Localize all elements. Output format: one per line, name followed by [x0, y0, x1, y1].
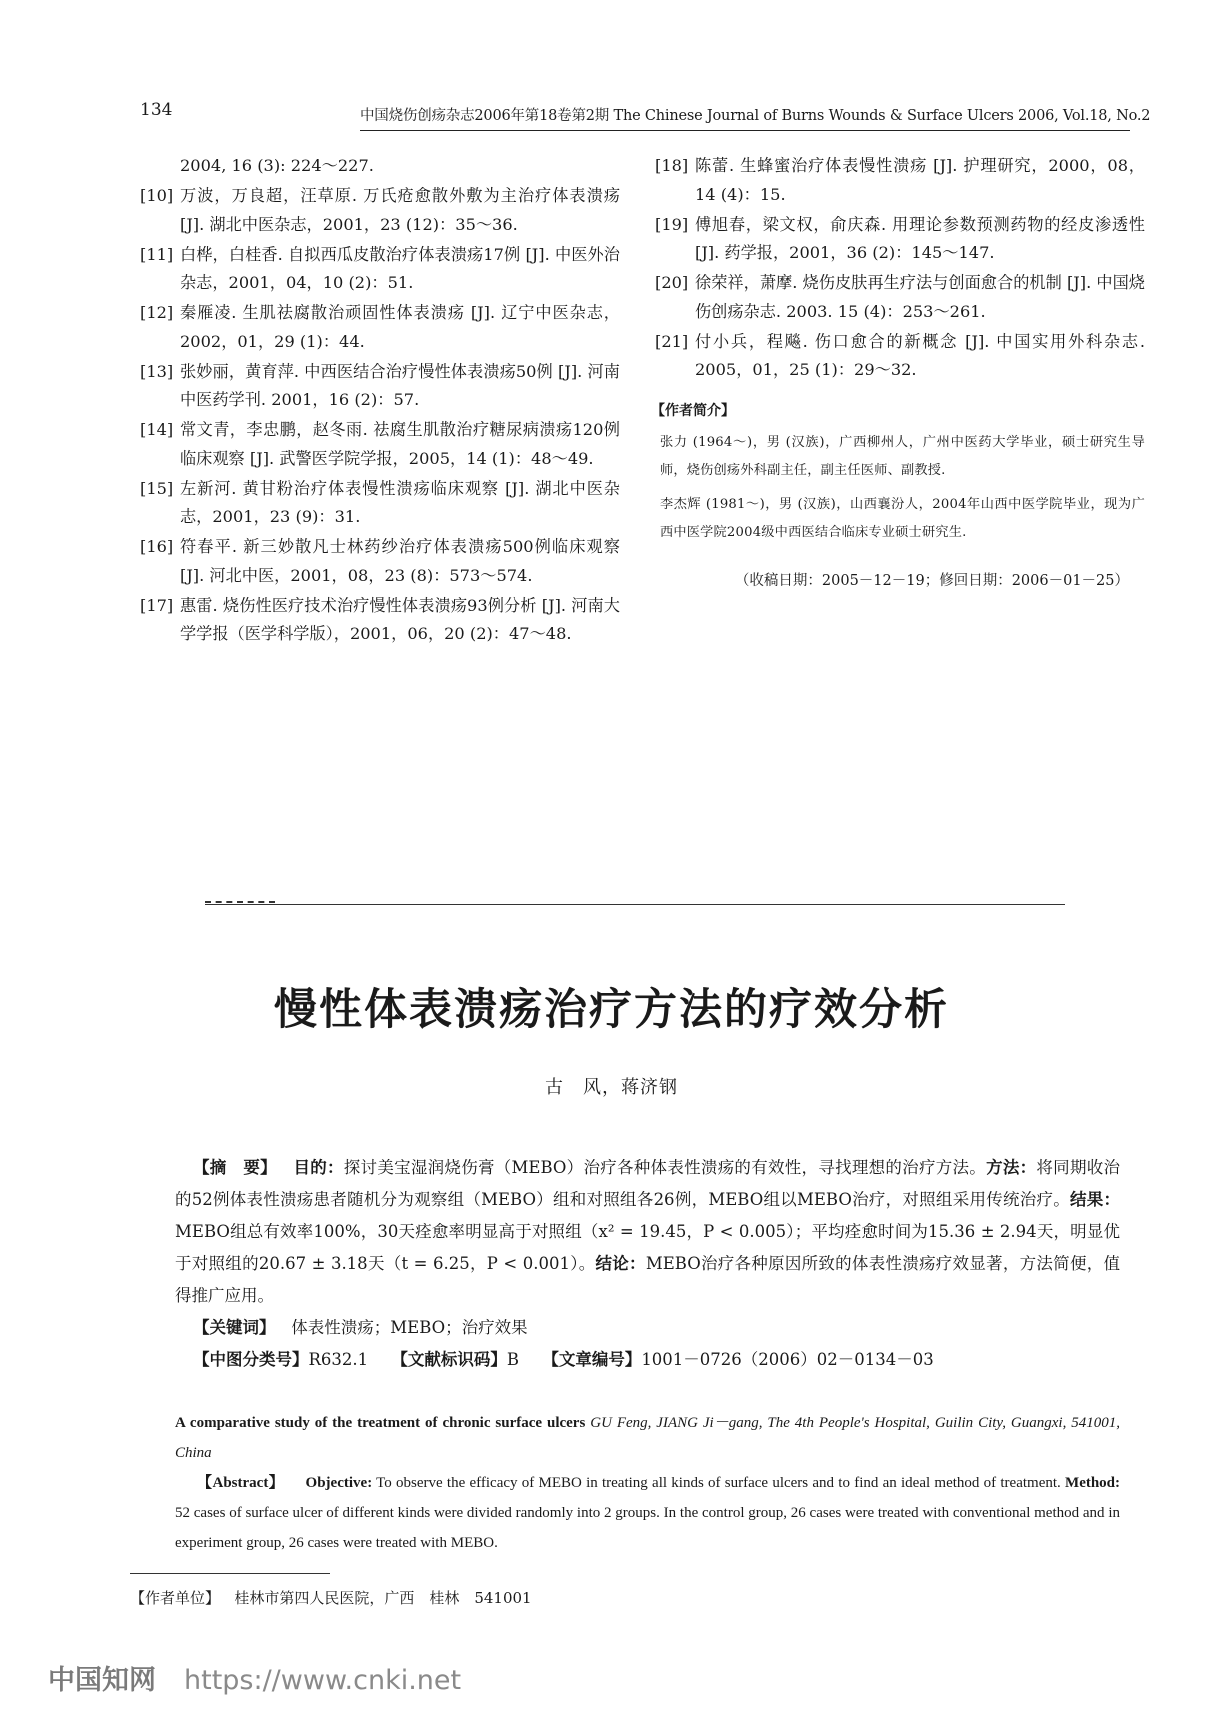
footnote-text: 桂林市第四人民医院，广西 桂林 541001 [234, 1589, 532, 1607]
objective-text: 探讨美宝湿润烧伤膏（MEBO）治疗各种体表性溃疡的有效性，寻找理想的治疗方法。 [343, 1158, 987, 1177]
english-title: A comparative study of the treatment of chronic surface ulcers [175, 1415, 586, 1431]
reference-item: 2004, 16 (3): 224～227. [180, 156, 374, 175]
english-title-line [175, 1408, 1120, 1468]
article-title: 慢性体表溃疡治疗方法的疗效分析 [274, 985, 949, 1035]
reference-item: [16] 符春平. 新三妙散凡士林药纱治疗体表溃疡500例临床观察 [J]. 河北中医，2001，08，23 (8)：573～574. [140, 537, 620, 585]
doc-code-value: B [506, 1350, 520, 1369]
keywords-line [175, 1312, 1120, 1344]
doc-code-label: 【文献标识码】 [391, 1350, 507, 1369]
english-method-text: 52 cases of surface ulcer of different kinds were divided randomly into 2 groups. In the control group, 26 cases were treated with conventional method and in experiment group, 26 cases were treated with MEBO. [175, 1505, 1120, 1551]
footnote-rule [130, 1573, 330, 1574]
english-abstract-label: 【Abstract】 [197, 1475, 285, 1491]
author-bio: 张力 (1964～)，男 (汉族)，广西柳州人，广州中医药大学毕业，硕士研究生导师，烧伤创疡外科副主任，副主任医师、副教授. [660, 435, 1145, 478]
references-left-column [140, 152, 620, 650]
references-right-column [651, 152, 1145, 596]
header-rule [360, 130, 1130, 131]
objective-label: 目的： [293, 1158, 344, 1177]
footnote-label: 【作者单位】 [130, 1589, 221, 1607]
reference-item: [12] 秦雁凌. 生肌祛腐散治顽固性体表溃疡 [J]. 辽宁中医杂志，2002，01，29 (1)：44. [140, 303, 620, 351]
reference-item: [21] 付小兵，程飚. 伤口愈合的新概念 [J]. 中国实用外科杂志. 2005，01，25 (1)：29～32. [655, 331, 1145, 379]
conclusion-label: 结论： [595, 1254, 646, 1273]
article-no-value: 1001－0726（2006）02－0134－03 [641, 1350, 934, 1369]
reference-item: [17] 惠雷. 烧伤性医疗技术治疗慢性体表溃疡93例分析 [J]. 河南大学学报（医学科学版），2001，06，20 (2)：47～48. [140, 595, 620, 643]
article-authors: 古 风，蒋济钢 [545, 1077, 678, 1098]
method-label: 方法： [986, 1158, 1037, 1177]
english-abstract [175, 1408, 1120, 1558]
reference-item: [14] 常文青，李忠鹏，赵冬雨. 祛腐生肌散治疗糖尿病溃疡120例临床观察 [J]. 武警医学院学报，2005，14 (1)：48～49. [140, 420, 620, 468]
section-separator-dash [205, 901, 275, 903]
author-bio: 李杰辉 (1981～)，男 (汉族)，山西襄汾人，2004年山西中医学院毕业，现为广西中医学院2004级中西医结合临床专业硕士研究生. [660, 497, 1145, 540]
reference-item: [15] 左新河. 黄甘粉治疗体表慢性溃疡临床观察 [J]. 湖北中医杂志，2001，23 (9)：31. [140, 478, 620, 526]
english-objective-text: To observe the efficacy of MEBO in treating all kinds of surface ulcers and to find an ideal method of treatment. [376, 1475, 1061, 1491]
reference-item: [18] 陈蕾. 生蜂蜜治疗体表慢性溃疡 [J]. 护理研究，2000，08，14 (4)：15. [655, 156, 1145, 204]
reference-item: [13] 张妙丽，黄育萍. 中西医结合治疗慢性体表溃疡50例 [J]. 河南中医药学刊. 2001，16 (2)：57. [140, 361, 620, 409]
cnki-url: https://www.cnki.net [184, 1665, 462, 1696]
conclusion-text: MEBO治疗各种原因所致的体表性溃疡疗效显著，方法简便，值得推广应用。 [175, 1254, 1120, 1305]
keywords-text: 体表性溃疡；MEBO；治疗效果 [291, 1318, 528, 1337]
english-method-label: Method: [1065, 1475, 1121, 1491]
result-text: MEBO组总有效率100%，30天痊愈率明显高于对照组（x² = 19.45，P < 0.005）；平均痊愈时间为15.36 ± 2.94天，明显优于对照组的20.67 ± 3.18天（t = 6.25，P < 0.001）。 [175, 1222, 1120, 1273]
cnki-watermark [48, 1658, 461, 1697]
received-dates: （收稿日期：2005－12－19；修回日期：2006－01－25） [734, 573, 1129, 589]
running-header: 中国烧伤创疡杂志2006年第18卷第2期 The Chinese Journal of Burns Wounds & Surface Ulcers 2006, Vol.18, No.2 [360, 108, 1151, 124]
keywords-label: 【关键词】 [193, 1318, 276, 1337]
reference-item: [10] 万波，万良超，汪草原. 万氏疮愈散外敷为主治疗体表溃疡 [J]. 湖北中医杂志，2001，23 (12)：35～36. [140, 186, 620, 234]
reference-item: [19] 傅旭春，梁文权，俞庆森. 用理论参数预测药物的经皮渗透性 [J]. 药学报，2001，36 (2)：145～147. [655, 214, 1145, 262]
clc-label: 【中图分类号】 [193, 1350, 309, 1369]
abstract-label: 【摘 要】 [193, 1158, 277, 1177]
classification-line [175, 1344, 1120, 1376]
cnki-logo: 中国知网 [48, 1665, 156, 1696]
method-text: 将同期收治的52例体表性溃疡患者随机分为观察组（MEBO）组和对照组各26例，MEBO组以MEBO治疗，对照组采用传统治疗。 [175, 1158, 1120, 1209]
author-bio-heading: 【作者简介】 [651, 402, 735, 419]
abstract-paragraph [175, 1152, 1120, 1312]
english-objective-label: Objective: [305, 1475, 373, 1491]
chinese-abstract [175, 1152, 1120, 1376]
reference-item: [11] 白桦，白桂香. 自拟西瓜皮散治疗体表溃疡17例 [J]. 中医外治杂志，2001，04，10 (2)：51. [140, 244, 620, 292]
author-affiliation-footnote [130, 1587, 532, 1608]
english-affiliation: GU Feng, JIANG Ji－gang, The 4th People's Hospital, Guilin City, Guangxi, 541001, China [175, 1415, 1120, 1461]
clc-value: R632.1 [308, 1350, 369, 1369]
page-number: 134 [140, 100, 173, 120]
article-no-label: 【文章编号】 [542, 1350, 642, 1369]
reference-item: [20] 徐荣祥，萧摩. 烧伤皮肤再生疗法与创面愈合的机制 [J]. 中国烧伤创疡杂志. 2003. 15 (4)：253～261. [655, 273, 1145, 321]
result-label: 结果： [1069, 1190, 1120, 1209]
section-separator [205, 904, 1065, 905]
english-abstract-paragraph [175, 1468, 1120, 1558]
